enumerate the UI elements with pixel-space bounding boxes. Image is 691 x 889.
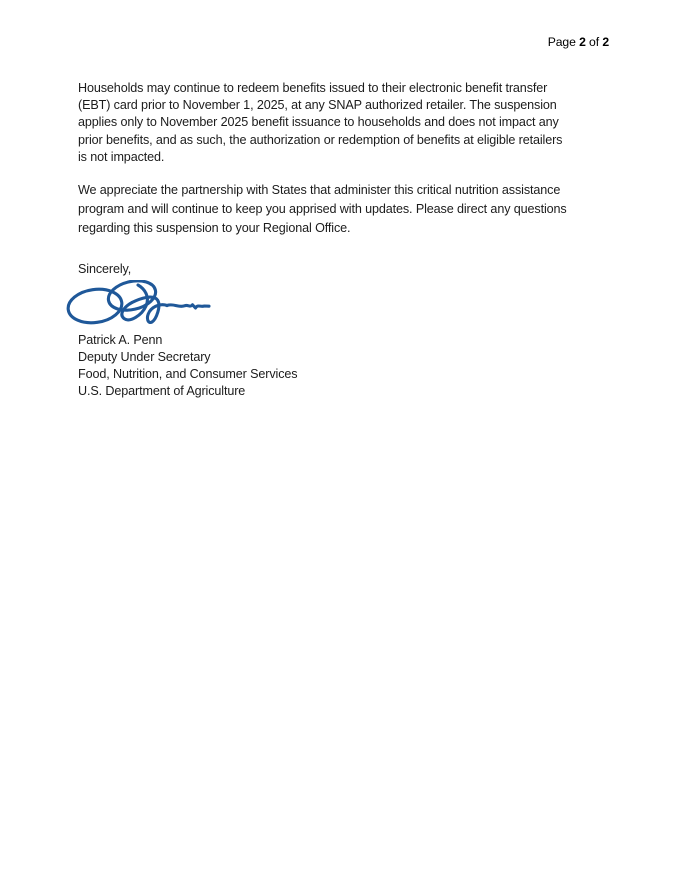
- closing-salutation: Sincerely,: [78, 262, 132, 276]
- paragraph-line: applies only to November 2025 benefit issuance to households and does not impact any: [78, 115, 559, 130]
- page-number-current: 2: [579, 35, 586, 49]
- signer-name: Patrick A. Penn: [78, 333, 163, 347]
- signature-ink: [66, 280, 209, 326]
- paragraph-line: prior benefits, and as such, the authorization or redemption of benefits at eligible retailers: [78, 132, 563, 147]
- paragraph-line: program and will continue to keep you apprised with updates. Please direct any questions: [78, 202, 567, 216]
- paragraph-line: We appreciate the partnership with States that administer this critical nutrition assistance: [78, 183, 561, 197]
- paragraph-line: is not impacted.: [78, 149, 165, 164]
- page-number-total: 2: [602, 35, 609, 49]
- page-number-label: Page: [547, 35, 580, 49]
- paragraph-line: regarding this suspension to your Regional Office.: [78, 221, 351, 235]
- page-number-of: of: [585, 35, 603, 49]
- signature-image: [66, 280, 211, 328]
- signature-block: [78, 332, 297, 400]
- page-number: [548, 35, 609, 49]
- body-paragraph-1: [78, 80, 562, 166]
- body-paragraph-2: [78, 181, 567, 238]
- paragraph-line: (EBT) card prior to November 1, 2025, at any SNAP authorized retailer. The suspension: [78, 98, 557, 113]
- signer-title: Deputy Under Secretary: [78, 350, 211, 364]
- signer-department: U.S. Department of Agriculture: [78, 384, 246, 398]
- signer-agency: Food, Nutrition, and Consumer Services: [78, 367, 298, 381]
- paragraph-line: Households may continue to redeem benefits issued to their electronic benefit transfer: [78, 81, 548, 95]
